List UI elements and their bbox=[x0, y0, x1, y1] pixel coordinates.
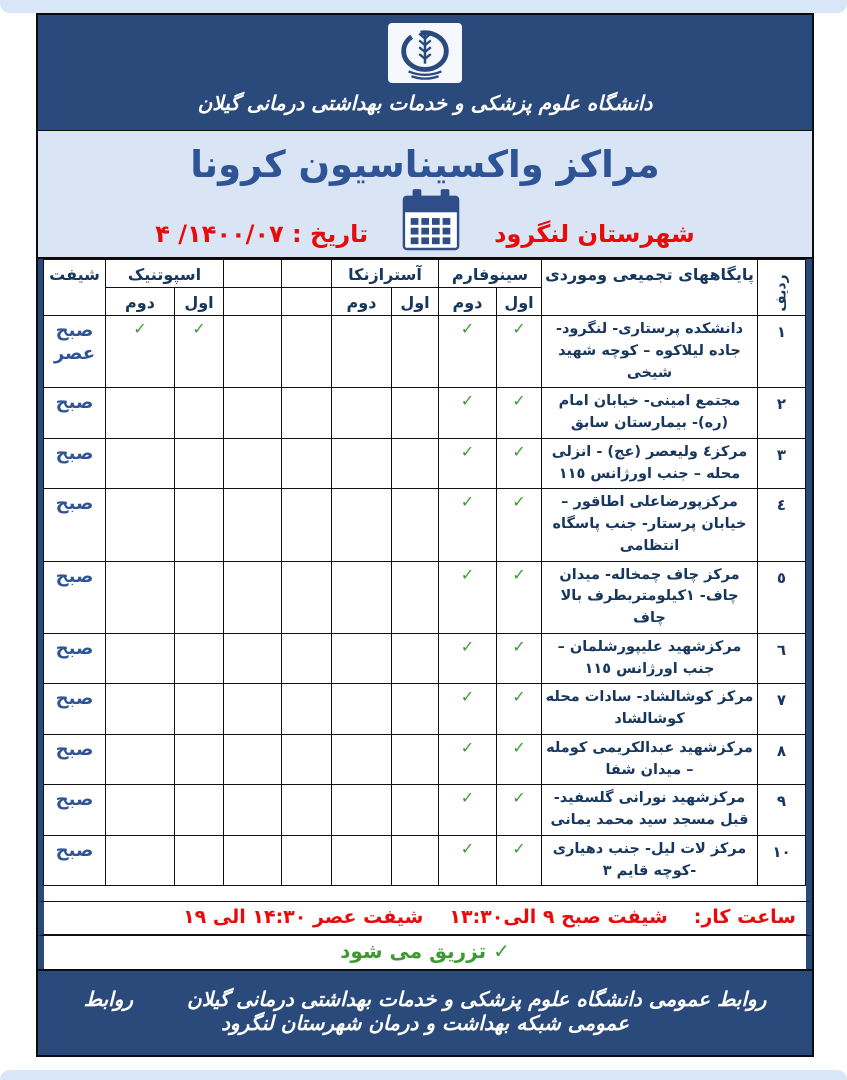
dose-check-cell: ✓ bbox=[497, 835, 542, 886]
date-label: تاریخ : ۱۴۰۰/۰۷/ ۴ bbox=[155, 220, 369, 248]
org-name: دانشگاه علوم پزشکی و خدمات بهداشتی درمانی گیلان bbox=[197, 91, 653, 115]
table-row bbox=[43, 835, 805, 886]
dose-empty-cell bbox=[332, 684, 392, 735]
dose-check-cell: ✓ bbox=[439, 684, 497, 735]
county-name: شهرستان لنگرود bbox=[494, 220, 695, 248]
dose-header-first: اول bbox=[175, 288, 224, 316]
dose-header-empty bbox=[224, 288, 282, 316]
dose-empty-cell bbox=[332, 734, 392, 785]
station-name-cell: دانشکده پرستاری- لنگرود- جاده لیلاکوه – کوچه شهید شیخی bbox=[542, 316, 758, 388]
dose-empty-cell bbox=[175, 561, 224, 633]
dose-empty-cell bbox=[105, 785, 174, 836]
dose-empty-cell bbox=[224, 835, 282, 886]
calendar-icon bbox=[402, 188, 460, 252]
dose-check-cell: ✓ bbox=[439, 561, 497, 633]
station-name-cell: مرکز چاف چمخاله- میدان چاف- ۱کیلومتربطرف بالا چاف bbox=[542, 561, 758, 633]
row-number-cell: ۸ bbox=[758, 734, 806, 785]
dose-check-cell: ✓ bbox=[439, 633, 497, 684]
org-header-band bbox=[38, 15, 812, 131]
dose-empty-cell bbox=[332, 489, 392, 561]
footer-credits bbox=[38, 969, 812, 1055]
dose-empty-cell bbox=[392, 438, 439, 489]
dose-empty-cell bbox=[175, 785, 224, 836]
dose-check-cell: ✓ bbox=[439, 785, 497, 836]
table-header bbox=[43, 260, 805, 316]
dose-check-cell: ✓ bbox=[439, 388, 497, 439]
dose-check-cell: ✓ bbox=[105, 316, 174, 388]
dose-empty-cell bbox=[105, 734, 174, 785]
dose-check-cell: ✓ bbox=[497, 561, 542, 633]
dose-empty-cell bbox=[282, 684, 332, 735]
dose-check-cell: ✓ bbox=[497, 438, 542, 489]
vaccine-header-empty-a bbox=[282, 260, 332, 288]
flyer-card bbox=[36, 13, 814, 1057]
dose-empty-cell bbox=[105, 438, 174, 489]
shift-cell: صبح bbox=[43, 561, 105, 633]
dose-empty-cell bbox=[332, 388, 392, 439]
station-name-cell: مرکزشهید عبدالکریمی کومله – میدان شفا bbox=[542, 734, 758, 785]
vaccination-table bbox=[43, 259, 806, 886]
row-number-cell: ۹ bbox=[758, 785, 806, 836]
dose-empty-cell bbox=[282, 316, 332, 388]
station-name-cell: مرکز لات لیل- جنب دهیاری -کوچه قایم ۳ bbox=[542, 835, 758, 886]
shift-cell: صبح bbox=[43, 438, 105, 489]
row-number-cell: ۲ bbox=[758, 388, 806, 439]
dose-empty-cell bbox=[224, 684, 282, 735]
dose-check-cell: ✓ bbox=[439, 734, 497, 785]
shift-cell: صبح bbox=[43, 734, 105, 785]
credit-university: روابط عمومی دانشگاه علوم پزشکی و خدمات بهداشتی درمانی گیلان bbox=[187, 987, 767, 1011]
table-row bbox=[43, 561, 805, 633]
page-top-strip bbox=[0, 0, 847, 13]
row-number-cell: ۷ bbox=[758, 684, 806, 735]
vaccine-header-sinopharm: سینوفارم bbox=[439, 260, 542, 288]
dose-empty-cell bbox=[392, 684, 439, 735]
dose-empty-cell bbox=[332, 438, 392, 489]
row-number-cell: ۱ bbox=[758, 316, 806, 388]
dose-empty-cell bbox=[105, 561, 174, 633]
check-icon: ✓ bbox=[493, 939, 510, 963]
dose-check-cell: ✓ bbox=[497, 489, 542, 561]
dose-empty-cell bbox=[282, 734, 332, 785]
table-section bbox=[38, 259, 812, 901]
title-section bbox=[38, 131, 812, 259]
dose-empty-cell bbox=[175, 684, 224, 735]
dose-empty-cell bbox=[105, 684, 174, 735]
dose-check-cell: ✓ bbox=[439, 835, 497, 886]
row-number-cell: ٥ bbox=[758, 561, 806, 633]
row-number-cell: ٦ bbox=[758, 633, 806, 684]
dose-header-first: اول bbox=[392, 288, 439, 316]
station-header: پایگاههای تجمیعی وموردی bbox=[542, 260, 758, 316]
dose-empty-cell bbox=[224, 489, 282, 561]
dose-empty-cell bbox=[282, 388, 332, 439]
shift-cell: صبح bbox=[43, 489, 105, 561]
dose-empty-cell bbox=[332, 835, 392, 886]
shift-header: شیفت bbox=[43, 260, 105, 316]
dose-empty-cell bbox=[224, 734, 282, 785]
dose-empty-cell bbox=[392, 734, 439, 785]
table-row bbox=[43, 684, 805, 735]
row-number-cell: ٤ bbox=[758, 489, 806, 561]
dose-empty-cell bbox=[224, 316, 282, 388]
dose-empty-cell bbox=[392, 316, 439, 388]
dose-empty-cell bbox=[282, 835, 332, 886]
table-header-row-groups bbox=[43, 260, 805, 288]
dose-empty-cell bbox=[224, 561, 282, 633]
hours-morning: شیفت صبح ۹ الی۱۳:۳۰ bbox=[449, 906, 668, 928]
dose-empty-cell bbox=[282, 438, 332, 489]
station-name-cell: مرکزشهید نورانی گلسفید- قبل مسجد سید محمد یمانی bbox=[542, 785, 758, 836]
dose-header-second: دوم bbox=[105, 288, 174, 316]
dose-empty-cell bbox=[392, 388, 439, 439]
university-logo bbox=[388, 23, 462, 83]
radif-header: ردیف bbox=[758, 260, 806, 316]
dose-empty-cell bbox=[105, 388, 174, 439]
row-number-cell: ۳ bbox=[758, 438, 806, 489]
dose-empty-cell bbox=[282, 561, 332, 633]
dose-check-cell: ✓ bbox=[497, 734, 542, 785]
dose-empty-cell bbox=[105, 489, 174, 561]
dose-empty-cell bbox=[175, 438, 224, 489]
dose-empty-cell bbox=[175, 734, 224, 785]
shift-cell: صبح bbox=[43, 785, 105, 836]
dose-check-cell: ✓ bbox=[175, 316, 224, 388]
station-name-cell: مرکز کوشالشاد- سادات محله کوشالشاد bbox=[542, 684, 758, 735]
vaccine-header-sputnik: اسپوتنیک bbox=[105, 260, 223, 288]
table-row bbox=[43, 438, 805, 489]
dose-empty-cell bbox=[282, 489, 332, 561]
dose-empty-cell bbox=[392, 633, 439, 684]
subtitle-row bbox=[38, 188, 812, 252]
table-row bbox=[43, 633, 805, 684]
dose-empty-cell bbox=[282, 785, 332, 836]
shift-cell: صبح عصر bbox=[43, 316, 105, 388]
station-name-cell: مرکزپورضاعلی اطاقور – خیابان پرستار- جنب پاسگاه انتظامی bbox=[542, 489, 758, 561]
table-row bbox=[43, 388, 805, 439]
table-row bbox=[43, 316, 805, 388]
dose-empty-cell bbox=[332, 633, 392, 684]
dose-empty-cell bbox=[224, 388, 282, 439]
table-row bbox=[43, 785, 805, 836]
dose-check-cell: ✓ bbox=[439, 489, 497, 561]
shift-cell: صبح bbox=[43, 633, 105, 684]
dose-check-cell: ✓ bbox=[439, 316, 497, 388]
working-hours-row bbox=[38, 901, 812, 936]
dose-check-cell: ✓ bbox=[497, 785, 542, 836]
dose-check-cell: ✓ bbox=[497, 633, 542, 684]
dose-check-cell: ✓ bbox=[497, 684, 542, 735]
dose-empty-cell bbox=[105, 633, 174, 684]
shift-cell: صبح bbox=[43, 835, 105, 886]
dose-empty-cell bbox=[392, 489, 439, 561]
table-row bbox=[43, 734, 805, 785]
station-name-cell: مجتمع امینی- خیابان امام (ره)- بیمارستان سابق bbox=[542, 388, 758, 439]
dose-empty-cell bbox=[332, 785, 392, 836]
vaccine-header-empty-b bbox=[224, 260, 282, 288]
dose-empty-cell bbox=[392, 785, 439, 836]
dose-check-cell: ✓ bbox=[497, 316, 542, 388]
hours-label: ساعت کار: bbox=[693, 906, 796, 928]
vaccine-header-astrazeneca: آسترازنکا bbox=[332, 260, 439, 288]
dose-check-cell: ✓ bbox=[439, 438, 497, 489]
dose-empty-cell bbox=[282, 633, 332, 684]
station-name-cell: مرکز٤ ولیعصر (عج) - انزلی محله – جنب اورژانس ۱۱٥ bbox=[542, 438, 758, 489]
shift-cell: صبح bbox=[43, 684, 105, 735]
shift-cell: صبح bbox=[43, 388, 105, 439]
university-emblem-icon bbox=[388, 23, 462, 83]
dose-empty-cell bbox=[175, 489, 224, 561]
dose-empty-cell bbox=[175, 388, 224, 439]
page-bottom-strip bbox=[0, 1070, 847, 1080]
hours-evening: شیفت عصر ۱۴:۳۰ الی ۱۹ bbox=[183, 906, 424, 928]
vaccine-table-body bbox=[43, 316, 805, 886]
dose-empty-cell bbox=[105, 835, 174, 886]
dose-header-second: دوم bbox=[439, 288, 497, 316]
dose-header-second: دوم bbox=[332, 288, 392, 316]
dose-empty-cell bbox=[332, 561, 392, 633]
page-title: مراکز واکسیناسیون کرونا bbox=[190, 143, 660, 186]
dose-empty-cell bbox=[392, 835, 439, 886]
station-name-cell: مرکزشهید علیپورشلمان – جنب اورژانس ۱۱٥ bbox=[542, 633, 758, 684]
dose-empty-cell bbox=[224, 785, 282, 836]
dose-empty-cell bbox=[392, 561, 439, 633]
dose-empty-cell bbox=[175, 835, 224, 886]
dose-header-first: اول bbox=[497, 288, 542, 316]
dose-header-empty bbox=[282, 288, 332, 316]
row-number-cell: ۱۰ bbox=[758, 835, 806, 886]
credit-network: روابط عمومی شبکه بهداشت و درمان شهرستان لنگرود bbox=[83, 987, 629, 1035]
injection-note-row bbox=[38, 936, 812, 969]
dose-empty-cell bbox=[332, 316, 392, 388]
injection-note: تزریق می شود bbox=[340, 939, 487, 963]
dose-empty-cell bbox=[224, 438, 282, 489]
dose-empty-cell bbox=[175, 633, 224, 684]
dose-check-cell: ✓ bbox=[497, 388, 542, 439]
dose-empty-cell bbox=[224, 633, 282, 684]
table-row bbox=[43, 489, 805, 561]
